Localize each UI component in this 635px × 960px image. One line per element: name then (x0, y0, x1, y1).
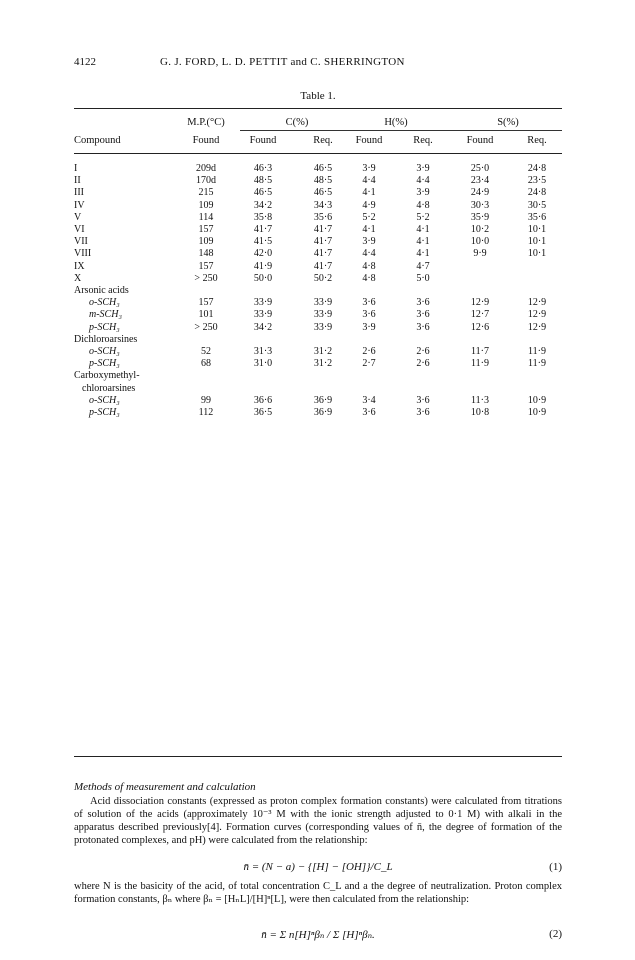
cell-mp-found: 170d (196, 175, 216, 187)
cell-h-found: 2·7 (362, 358, 376, 370)
table-row (0, 175, 635, 186)
table-row (0, 248, 635, 259)
cell-c-found: 33·9 (253, 297, 273, 309)
cell-compound: p-SCH₃ (89, 407, 120, 418)
cell-c-req: 36·9 (313, 394, 333, 406)
header-s-req: Req. (527, 135, 547, 146)
header-s-group: S(%) (497, 117, 519, 128)
table-row (0, 346, 635, 357)
cell-c-found: 46·3 (253, 163, 273, 174)
cell-c-found: 46·5 (253, 187, 273, 199)
cell-c-req: 50·2 (313, 272, 333, 284)
cell-s-found: 11·7 (471, 346, 489, 357)
section-heading: Methods of measurement and calculation (74, 781, 256, 793)
cell-s-req: 10·9 (527, 394, 547, 406)
cell-h-found: 3·9 (362, 236, 376, 248)
cell-compound: m-SCH₃ (89, 309, 122, 321)
cell-s-found: 10·2 (470, 224, 490, 235)
cell-h-req: 5·2 (416, 211, 430, 223)
cell-h-found: 3·9 (362, 321, 376, 333)
cell-c-req: 48·5 (313, 175, 333, 187)
cell-mp-found: 157 (198, 297, 214, 309)
table-header-rule (74, 153, 562, 154)
cell-c-req: 41·7 (313, 224, 333, 235)
cell-s-req: 11·9 (528, 358, 546, 370)
header-mp-found: Found (192, 135, 220, 146)
cell-s-found: 12·7 (470, 309, 490, 321)
cell-c-found: 35·8 (253, 211, 273, 223)
cell-compound: III (74, 187, 84, 199)
table-row (0, 200, 635, 211)
cell-h-req: 5·0 (416, 272, 430, 284)
cell-h-found: 3·9 (362, 163, 376, 174)
cell-s-req: 24·8 (527, 163, 547, 174)
cell-compound: VI (74, 224, 85, 235)
cell-c-req: 33·9 (313, 321, 333, 333)
cell-mp-found: 109 (198, 199, 214, 211)
cell-compound: IX (74, 260, 85, 272)
cell-h-req: 3·6 (416, 297, 430, 309)
cell-mp-found: 157 (198, 224, 214, 235)
header-h-req: Req. (413, 135, 433, 146)
cell-mp-found: 52 (201, 346, 211, 357)
table-row (0, 297, 635, 308)
table-row (0, 395, 635, 406)
cell-s-req: 12·9 (527, 309, 547, 321)
cell-h-req: 3·9 (416, 163, 430, 174)
cell-c-req: 36·9 (313, 407, 333, 418)
cell-mp-found: 157 (198, 260, 214, 272)
equation-1-body: n̄ = (N − a) − {[H] − [OH]}/C_L (243, 861, 393, 873)
cell-mp-found: 114 (198, 211, 214, 223)
cell-c-req: 31·2 (313, 358, 333, 370)
cell-h-req: 4·1 (416, 224, 430, 235)
table-group-heading: chloroarsines (82, 382, 136, 394)
header-c-rule (240, 130, 350, 131)
cell-s-req: 30·5 (527, 199, 547, 211)
cell-s-req: 35·6 (527, 211, 547, 223)
cell-h-found: 4·1 (362, 187, 376, 199)
cell-s-req: 10·1 (527, 236, 547, 248)
cell-s-found: 10·8 (470, 407, 490, 418)
cell-h-found: 3·6 (362, 309, 376, 321)
cell-compound: p-SCH₃ (89, 321, 120, 333)
cell-h-req: 3·6 (416, 407, 430, 418)
table-row (0, 273, 635, 284)
cell-h-found: 4·8 (362, 272, 376, 284)
table-group-heading: Carboxymethyl- (74, 370, 140, 382)
cell-s-found: 12·9 (470, 297, 490, 309)
table-row (0, 163, 635, 174)
cell-h-found: 3·4 (362, 394, 376, 406)
cell-c-found: 31·0 (253, 358, 273, 370)
cell-mp-found: 99 (201, 394, 211, 406)
cell-h-found: 3·6 (362, 297, 376, 309)
running-head (74, 56, 562, 72)
cell-c-found: 48·5 (253, 175, 273, 187)
cell-c-found: 41·9 (253, 260, 273, 272)
table-row (0, 236, 635, 247)
cell-compound: I (74, 163, 78, 174)
cell-s-found: 30·3 (470, 199, 490, 211)
cell-s-found: 25·0 (470, 163, 490, 174)
cell-c-req: 33·9 (313, 297, 333, 309)
cell-c-req: 41·7 (313, 236, 333, 248)
header-c-found: Found (249, 135, 277, 146)
cell-h-req: 3·6 (416, 309, 430, 321)
cell-mp-found: 112 (198, 407, 214, 418)
cell-h-req: 4·8 (416, 199, 430, 211)
cell-c-found: 41·7 (253, 224, 273, 235)
cell-h-req: 4·1 (416, 248, 430, 260)
cell-c-req: 41·7 (313, 260, 333, 272)
cell-c-found: 36·6 (253, 394, 273, 406)
table-row (0, 370, 635, 381)
cell-c-req: 34·3 (313, 199, 333, 211)
cell-h-req: 3·6 (416, 321, 430, 333)
cell-h-found: 4·4 (362, 175, 376, 187)
cell-mp-found: > 250 (194, 321, 218, 333)
cell-compound: IV (74, 199, 85, 211)
cell-s-found: 11·3 (471, 394, 489, 406)
cell-compound: VIII (74, 248, 92, 260)
cell-h-req: 2·6 (416, 346, 430, 357)
cell-s-found: 24·9 (470, 187, 490, 199)
equation-2-number: (2) (549, 928, 562, 940)
cell-mp-found: 209d (196, 163, 216, 174)
cell-compound: o-SCH₃ (89, 394, 120, 406)
cell-h-found: 4·8 (362, 260, 376, 272)
cell-c-req: 33·9 (313, 309, 333, 321)
cell-c-found: 41·5 (253, 236, 273, 248)
header-h-group: H(%) (384, 117, 408, 128)
header-compound: Compound (74, 135, 121, 146)
cell-h-req: 4·7 (416, 260, 430, 272)
cell-s-found: 10·0 (470, 236, 490, 248)
running-head-authors: G. J. FORD, L. D. PETTIT and C. SHERRINGTON (160, 56, 405, 68)
paragraph-basicity: where N is the basicity of the acid, of total concentration C_L and a the degree of neutralization. Proton complex formation constants, βₙ where βₙ = [HₙL]/[H]ⁿ[L], were then calculated from the relationship: (74, 881, 562, 905)
cell-h-req: 4·1 (416, 236, 430, 248)
cell-s-req: 11·9 (528, 346, 546, 357)
cell-h-req: 2·6 (416, 358, 430, 370)
cell-s-found: 9·9 (473, 248, 487, 260)
table-top-rule (74, 108, 562, 109)
cell-h-found: 2·6 (362, 346, 376, 357)
table-bottom-rule (74, 756, 562, 757)
cell-compound: V (74, 211, 82, 223)
table-group-heading: Dichloroarsines (74, 333, 138, 345)
header-mp-group: M.P.(°C) (187, 117, 225, 128)
cell-c-req: 46·5 (313, 163, 333, 174)
cell-h-found: 3·6 (362, 407, 376, 418)
header-h-rule (340, 130, 452, 131)
cell-c-found: 34·2 (253, 199, 273, 211)
cell-s-req: 10·1 (527, 224, 547, 235)
cell-c-found: 34·2 (253, 321, 273, 333)
cell-c-found: 42·0 (253, 248, 273, 260)
cell-compound: VII (74, 236, 88, 248)
cell-mp-found: 215 (198, 187, 214, 199)
cell-h-req: 3·6 (416, 394, 430, 406)
cell-compound: X (74, 272, 82, 284)
header-s-rule (452, 130, 562, 131)
cell-c-found: 33·9 (253, 309, 273, 321)
equation-2-body: n̄ = Σ n[H]ⁿβₙ / Σ [H]ⁿβₙ. (261, 929, 375, 941)
cell-h-found: 4·4 (362, 248, 376, 260)
cell-c-found: 50·0 (253, 272, 273, 284)
table-row (0, 358, 635, 369)
table-row (0, 407, 635, 418)
table-row (0, 187, 635, 198)
cell-compound: p-SCH₃ (89, 358, 120, 370)
header-c-req: Req. (313, 135, 333, 146)
cell-compound: o-SCH₃ (89, 346, 120, 357)
cell-mp-found: 109 (198, 236, 214, 248)
table-caption: Table 1. (300, 90, 336, 102)
cell-mp-found: 148 (198, 248, 214, 260)
cell-s-req: 12·9 (527, 321, 547, 333)
header-h-found: Found (355, 135, 383, 146)
cell-c-found: 31·3 (253, 346, 273, 357)
cell-s-req: 10·1 (527, 248, 547, 260)
table-row (0, 383, 635, 394)
cell-s-req: 10·9 (527, 407, 547, 418)
cell-s-found: 35·9 (470, 211, 490, 223)
cell-s-req: 23·5 (527, 175, 547, 187)
cell-s-found: 23·4 (470, 175, 490, 187)
table-row (0, 309, 635, 320)
cell-mp-found: 68 (201, 358, 211, 370)
cell-s-req: 24·8 (527, 187, 547, 199)
table-row (0, 322, 635, 333)
cell-s-found: 12·6 (470, 321, 490, 333)
equation-1-number: (1) (549, 861, 562, 873)
cell-c-req: 31·2 (313, 346, 333, 357)
page-number: 4122 (74, 56, 96, 68)
cell-mp-found: > 250 (194, 272, 218, 284)
table-row (0, 285, 635, 296)
cell-mp-found: 101 (198, 309, 214, 321)
header-s-found: Found (466, 135, 494, 146)
cell-compound: o-SCH₃ (89, 297, 120, 309)
cell-h-found: 4·9 (362, 199, 376, 211)
table-group-heading: Arsonic acids (74, 285, 129, 296)
table-row (0, 224, 635, 235)
cell-s-found: 11·9 (471, 358, 489, 370)
cell-c-found: 36·5 (253, 407, 273, 418)
cell-h-found: 4·1 (362, 224, 376, 235)
cell-s-req: 12·9 (527, 297, 547, 309)
header-c-group: C(%) (285, 117, 309, 128)
cell-h-req: 4·4 (416, 175, 430, 187)
table-row (0, 334, 635, 345)
paragraph-acid-dissociation: Acid dissociation constants (expressed as proton complex formation constants) were calculated from titrations of solution of the acids (approximately 10⁻³ M with the ionic strength adjusted to 0·1 M) with alkali in the apparatus described previously[4]. Formation curves (corresponding values of n̄, the degree of formation of the protonated complexes, and pH) were calculated from the relationship: (74, 796, 562, 846)
table-row (0, 212, 635, 223)
cell-c-req: 35·6 (313, 211, 333, 223)
cell-h-found: 5·2 (362, 211, 376, 223)
cell-c-req: 46·5 (313, 187, 333, 199)
cell-h-req: 3·9 (416, 187, 430, 199)
table-row (0, 261, 635, 272)
cell-c-req: 41·7 (313, 248, 333, 260)
cell-compound: II (74, 175, 81, 187)
